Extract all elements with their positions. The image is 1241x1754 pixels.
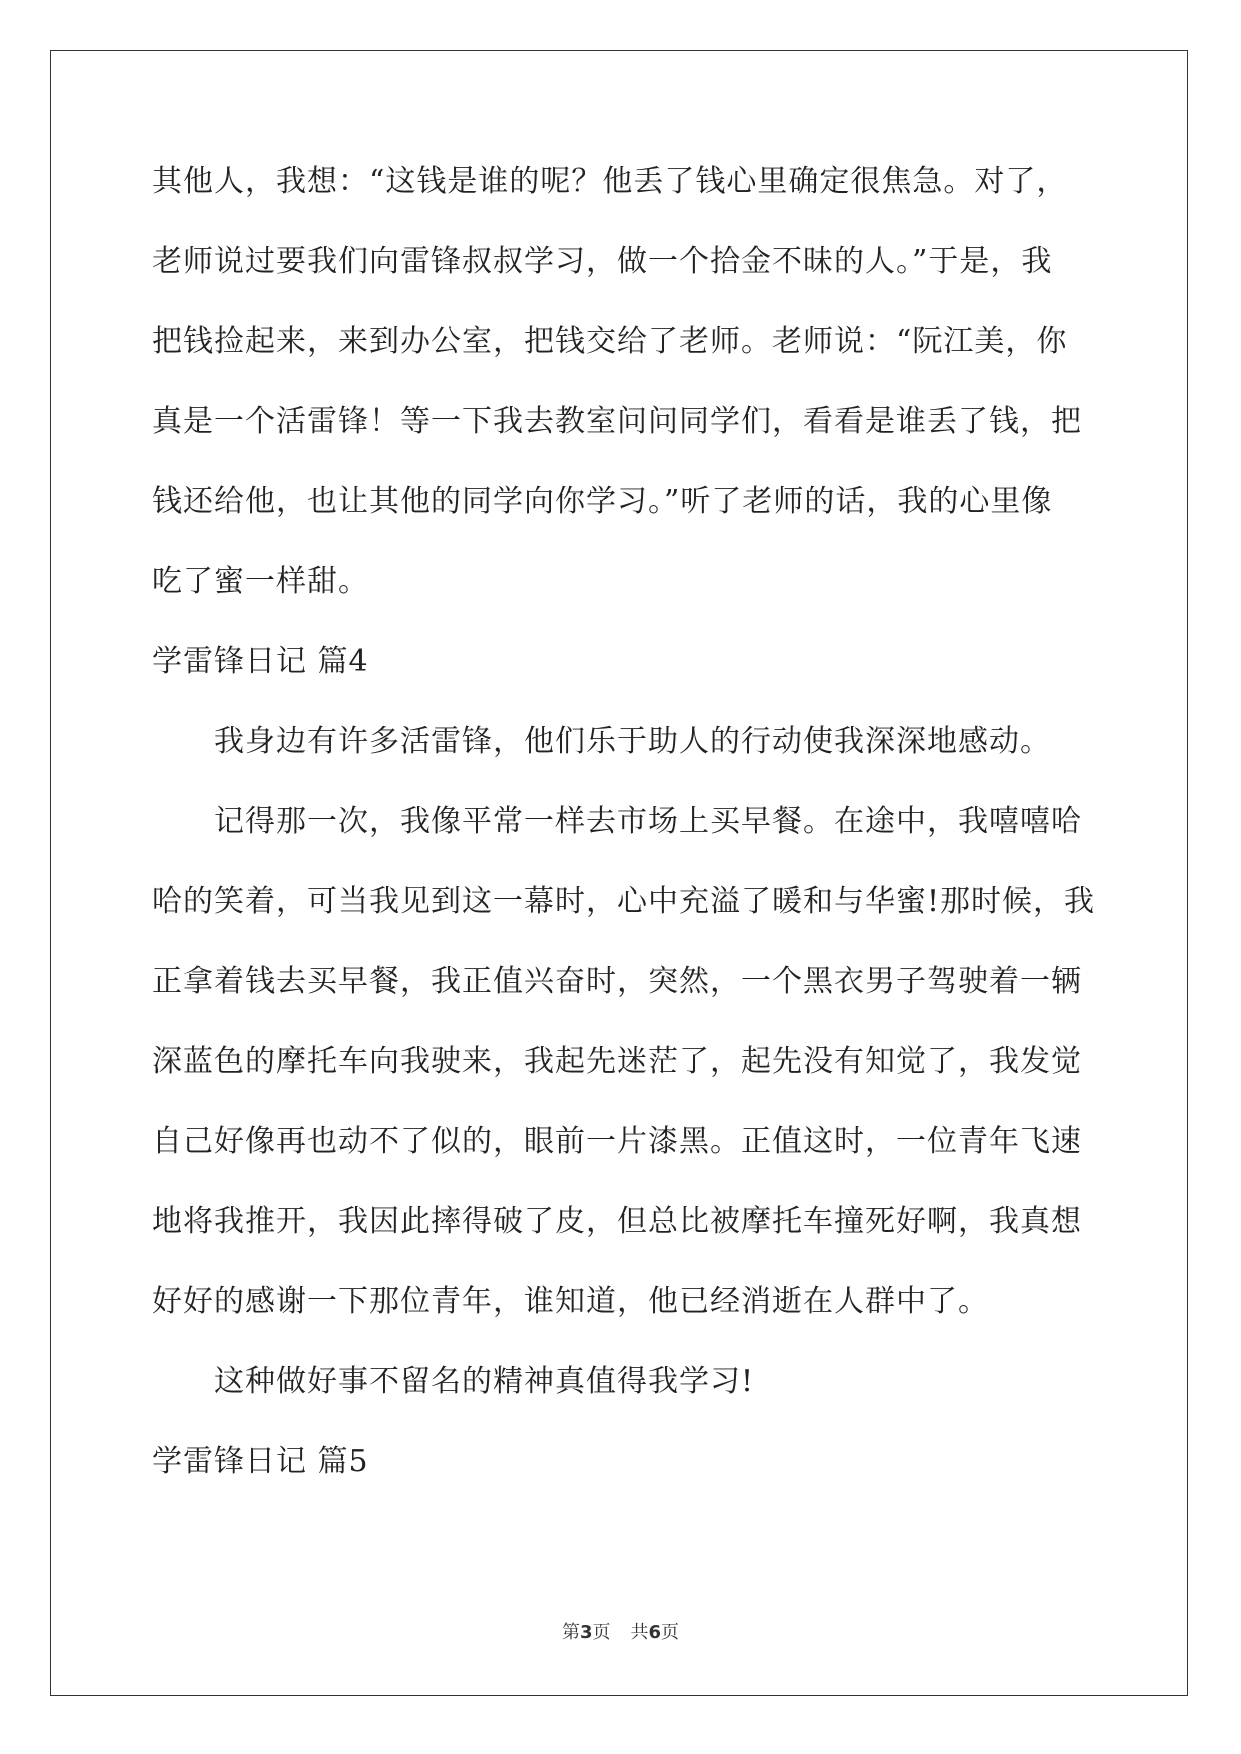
page-suffix: 页 [592,1622,611,1643]
body-line: 真是一个活雷锋！等一下我去教室问问同学们，看看是谁丢了钱，把 [152,404,1082,439]
body-line: 把钱捡起来，来到办公室，把钱交给了老师。老师说：“阮江美，你 [152,324,1068,359]
body-line: 钱还给他，也让其他的同学向你学习。”听了老师的话，我的心里像 [152,484,1053,519]
document-body [152,160,1096,1520]
body-line: 其他人，我想：“这钱是谁的呢？他丢了钱心里确定很焦急。对了， [152,164,1068,199]
body-line: 自己好像再也动不了似的，眼前一片漆黑。正值这时，一位青年飞速 [152,1124,1082,1159]
body-line: 正拿着钱去买早餐，我正值兴奋时，突然，一个黑衣男子驾驶着一辆 [152,964,1082,999]
body-line: 吃了蜜一样甜。 [152,564,369,599]
body-line: 哈的笑着，可当我见到这一幕时，心中充溢了暖和与华蜜!那时候，我 [152,884,1096,919]
body-line: 老师说过要我们向雷锋叔叔学习，做一个拾金不昧的人。”于是，我 [152,244,1053,279]
total-pages: 6 [648,1622,662,1643]
total-prefix: 共 [630,1622,649,1643]
paragraph-start-line: 记得那一次，我像平常一样去市场上买早餐。在途中，我嘻嘻哈 [214,804,1082,839]
paragraph-start-line: 我身边有许多活雷锋，他们乐于助人的行动使我深深地感动。 [214,724,1051,759]
body-line: 深蓝色的摩托车向我驶来，我起先迷茫了，起先没有知觉了，我发觉 [152,1044,1082,1079]
page-footer [0,1618,1241,1644]
body-line: 好好的感谢一下那位青年，谁知道，他已经消逝在人群中了。 [152,1284,989,1319]
body-line: 地将我推开，我因此摔得破了皮，但总比被摩托车撞死好啊，我真想 [152,1204,1082,1239]
page-prefix: 第 [561,1622,580,1643]
total-suffix: 页 [661,1622,680,1643]
section-heading: 学雷锋日记 篇4 [152,644,369,679]
page-number: 3 [579,1622,593,1643]
section-heading: 学雷锋日记 篇5 [152,1444,369,1479]
paragraph-start-line: 这种做好事不留名的精神真值得我学习! [214,1364,755,1399]
